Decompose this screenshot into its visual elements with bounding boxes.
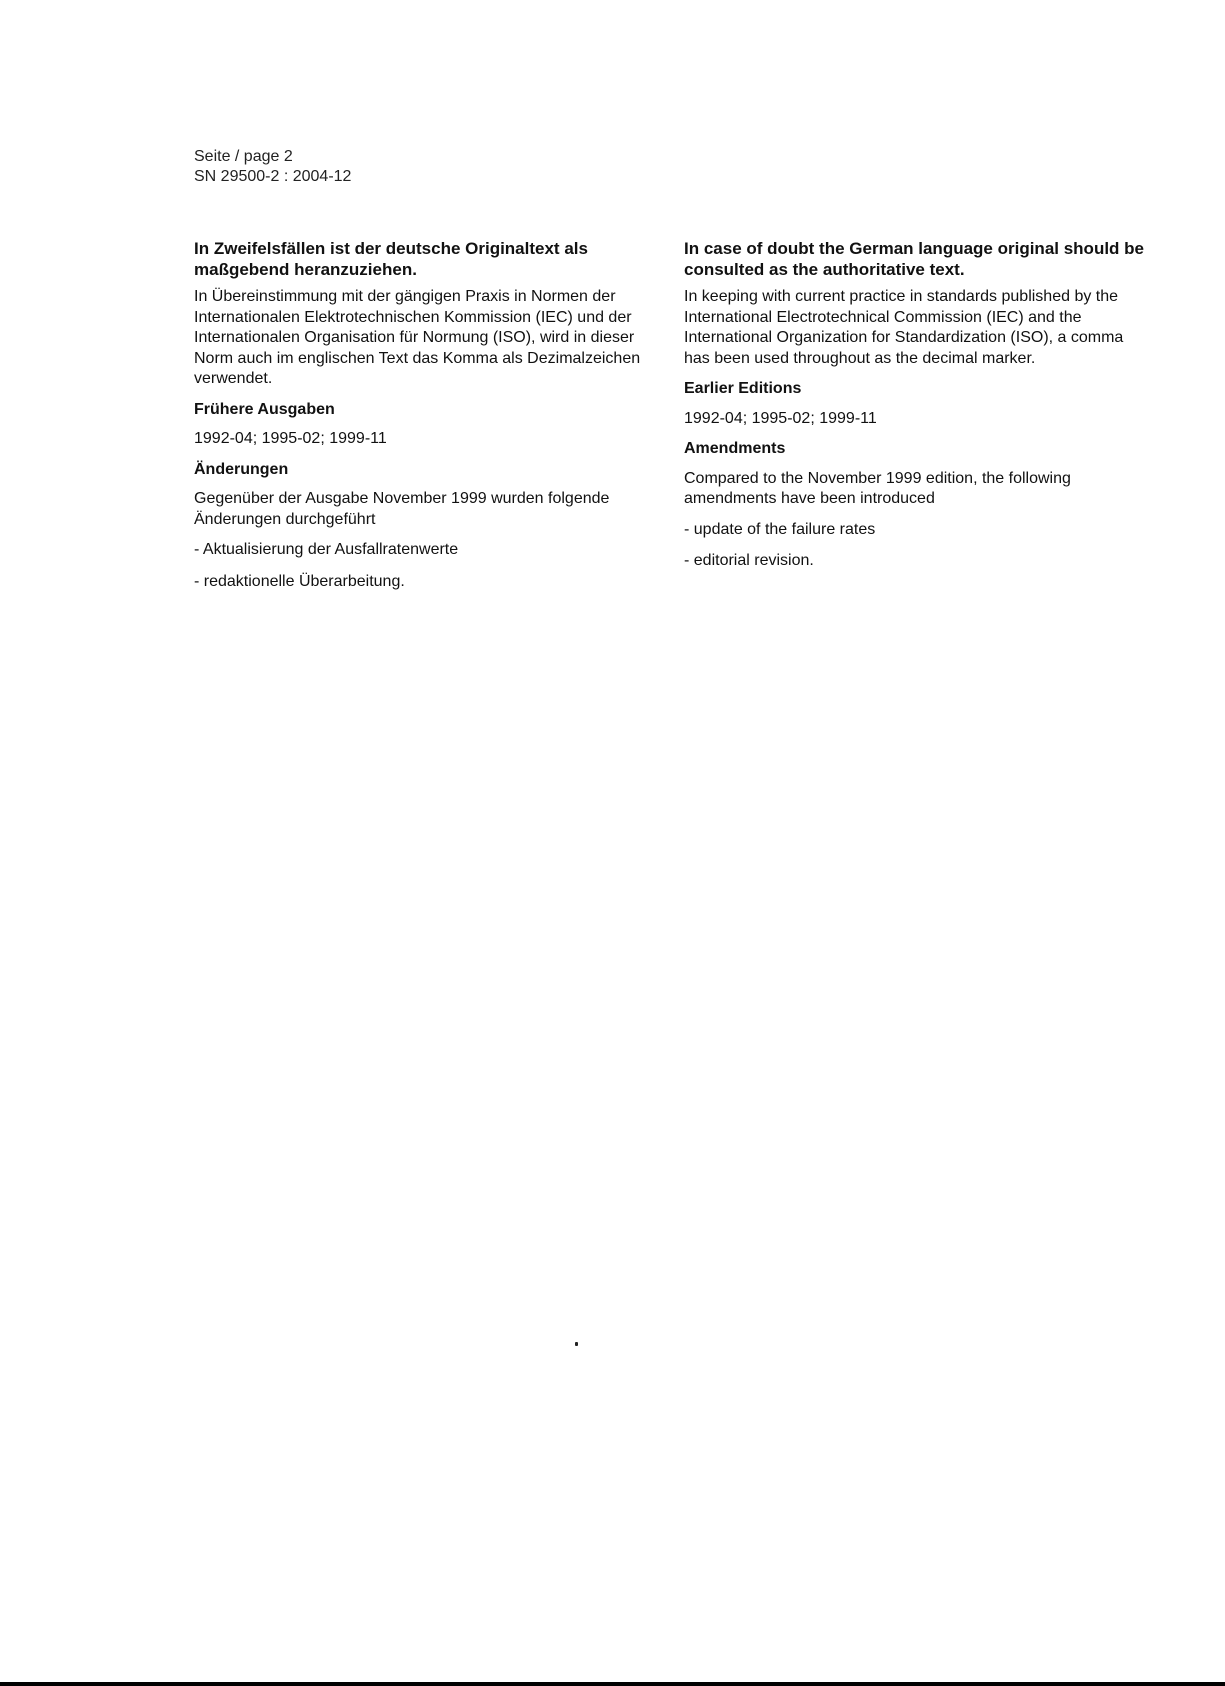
german-authority-note: In Zweifelsfällen ist der deutsche Originaltext als maßgebend heranzuziehen.: [194, 239, 588, 279]
document-id: SN 29500-2 : 2004-12: [194, 168, 352, 185]
english-amendment-item: - editorial revision.: [684, 552, 814, 569]
english-amendment-item: - update of the failure rates: [684, 520, 876, 538]
english-authority-note: In case of doubt the German language original should be consulted as the authoritative text.: [684, 239, 1144, 279]
german-amendments-heading: Änderungen: [194, 460, 289, 478]
german-earlier-editions-heading: Frühere Ausgaben: [194, 400, 335, 418]
scan-speck: [575, 1342, 578, 1346]
german-amendment-item: - redaktionelle Überarbeitung.: [194, 572, 405, 590]
english-amendments-intro: Compared to the November 1999 edition, the following amendments have been introduced: [684, 469, 1071, 507]
german-decimal-marker-note: In Übereinstimmung mit der gängigen Praxis in Normen der Internationalen Elektrotechnischen Kommission (IEC) und der Internationalen Organisation für Normung (ISO), wird in dieser Norm auch im englischen Text das Komma als Dezimalzeichen verwendet.: [194, 288, 641, 387]
english-earlier-editions-dates: 1992-04; 1995-02; 1999-11: [684, 409, 877, 427]
page-number-label: Seite / page 2: [194, 148, 293, 165]
german-column: [194, 238, 674, 603]
english-amendments-heading: Amendments: [684, 440, 786, 457]
english-decimal-marker-note: In keeping with current practice in standards published by the International Electrotechnical Commission (IEC) and the International Organization for Standardization (ISO), a comma has been used throughout as the decimal marker.: [684, 288, 1124, 367]
english-earlier-editions-heading: Earlier Editions: [684, 380, 802, 397]
english-column: [684, 238, 1144, 583]
german-amendment-item: - Aktualisierung der Ausfallratenwerte: [194, 541, 459, 558]
german-amendments-intro: Gegenüber der Ausgabe November 1999 wurden folgende Änderungen durchgeführt: [194, 490, 610, 528]
page-header: [194, 147, 351, 187]
german-earlier-editions-dates: 1992-04; 1995-02; 1999-11: [194, 430, 387, 447]
scan-bottom-edge: [0, 1682, 1225, 1686]
